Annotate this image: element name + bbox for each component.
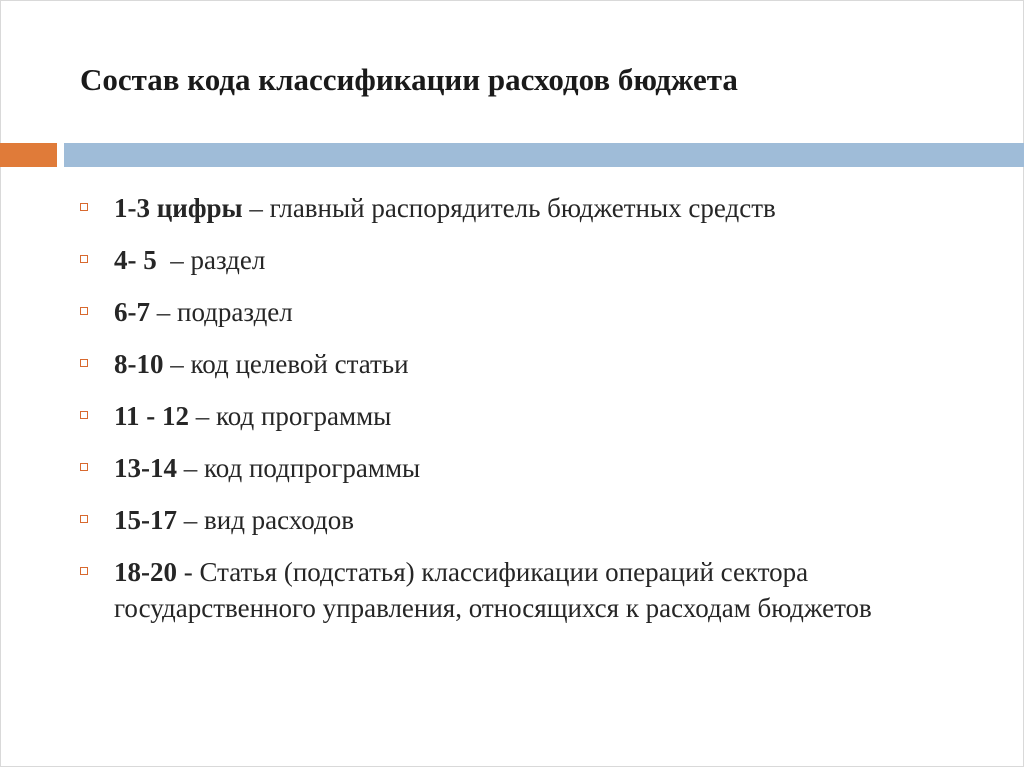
item-description: – код целевой статьи: [163, 349, 409, 379]
slide-title: Состав кода классификации расходов бюджета: [80, 62, 738, 97]
square-bullet-icon: [80, 463, 88, 471]
digit-range: 6-7: [114, 297, 150, 327]
square-bullet-icon: [80, 359, 88, 367]
list-item: [78, 190, 978, 226]
list-item: [78, 346, 978, 382]
square-bullet-icon: [80, 255, 88, 263]
list-item: [78, 294, 978, 330]
digit-range: 15-17: [114, 505, 177, 535]
list-item: [78, 242, 978, 278]
square-bullet-icon: [80, 567, 88, 575]
list-item: [78, 554, 978, 626]
code-composition-list: [78, 190, 978, 642]
item-description: – подраздел: [150, 297, 293, 327]
digit-range: 4- 5: [114, 245, 157, 275]
square-bullet-icon: [80, 307, 88, 315]
digit-range: 18-20: [114, 557, 177, 587]
accent-bar: [0, 143, 57, 167]
digit-range: 8-10: [114, 349, 164, 379]
item-description: – код подпрограммы: [177, 453, 421, 483]
item-description: – вид расходов: [177, 505, 354, 535]
digit-range: 11 - 12: [114, 401, 190, 431]
square-bullet-icon: [80, 515, 88, 523]
list-item: [78, 502, 978, 538]
digit-range: 1-3 цифры: [114, 193, 243, 223]
list-item: [78, 398, 978, 434]
list-item: [78, 450, 978, 486]
square-bullet-icon: [80, 411, 88, 419]
item-description: – главный распорядитель бюджетных средств: [242, 193, 776, 223]
title-underline-bar: [64, 143, 1024, 167]
item-description: – раздел: [156, 245, 266, 275]
digit-range: 13-14: [114, 453, 177, 483]
item-description: - Статья (подстатья) классификации операций сектора государственного управления, относящихся к расходам бюджетов: [114, 557, 872, 623]
square-bullet-icon: [80, 203, 88, 211]
item-description: – код программы: [189, 401, 392, 431]
